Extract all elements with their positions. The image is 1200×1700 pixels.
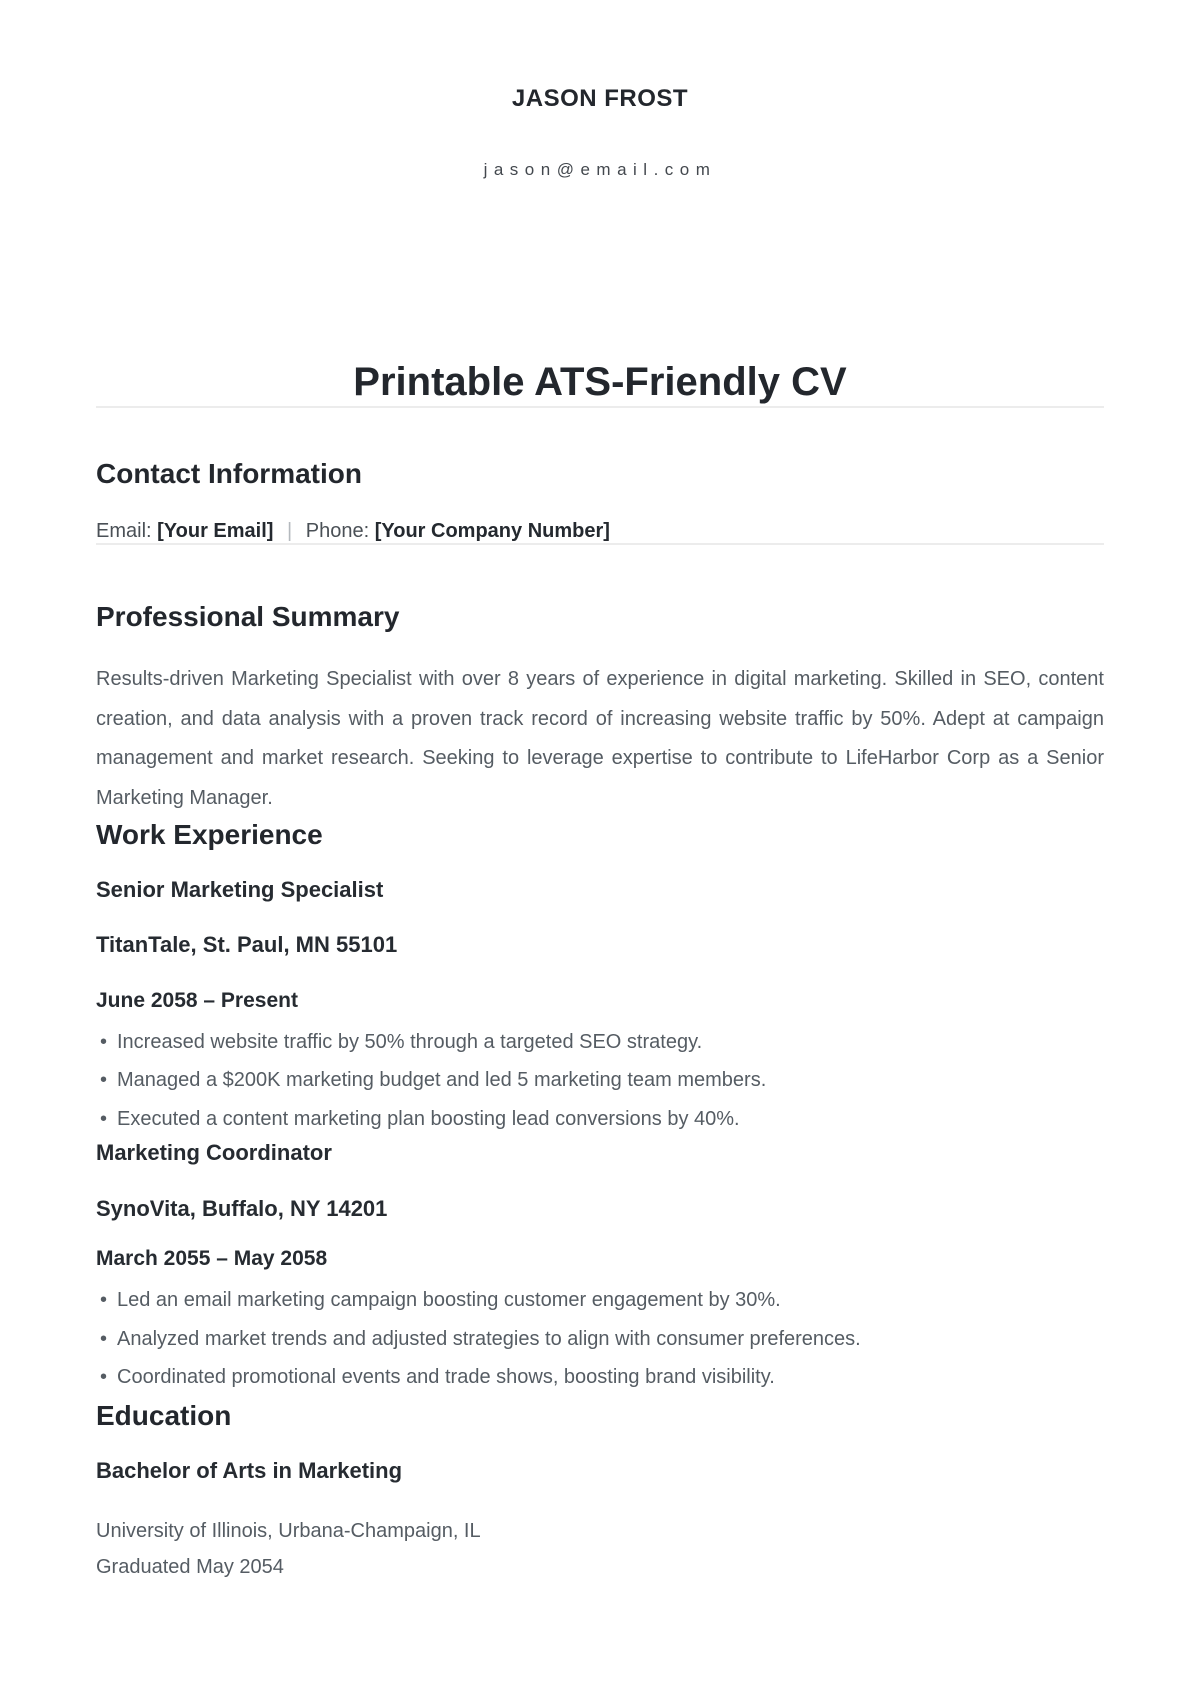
page-title: Printable ATS-Friendly CV	[353, 359, 847, 404]
email-label: Email:	[96, 519, 152, 542]
job-bullet: • Executed a content marketing plan boosting lead conversions by 40%.	[96, 1100, 1104, 1139]
contact-separator: |	[287, 519, 293, 542]
education-degree: Bachelor of Arts in Marketing	[96, 1458, 403, 1484]
education-school: University of Illinois, Urbana-Champaign, IL	[96, 1519, 481, 1542]
job-dates: March 2055 – May 2058	[96, 1246, 328, 1270]
job-dates: June 2058 – Present	[96, 988, 298, 1012]
contact-information-heading: Contact Information	[96, 457, 362, 489]
job-bullet: • Coordinated promotional events and trade shows, boosting brand visibility.	[96, 1358, 1104, 1397]
section-divider	[96, 406, 1104, 408]
email-placeholder-value: [Your Email]	[157, 519, 274, 542]
candidate-email: jason@email.com	[483, 160, 717, 180]
contact-line	[96, 519, 1104, 543]
job-bullet: • Led an email marketing campaign boosting customer engagement by 30%.	[96, 1281, 1104, 1320]
job-title: Marketing Coordinator	[96, 1140, 332, 1166]
section-divider	[96, 543, 1104, 545]
candidate-name: JASON FROST	[511, 85, 689, 112]
work-experience-heading: Work Experience	[96, 819, 323, 851]
job-bullet: • Increased website traffic by 50% through a targeted SEO strategy.	[96, 1023, 1104, 1062]
job-bullet: • Managed a $200K marketing budget and led 5 marketing team members.	[96, 1061, 1104, 1100]
job-company-location: TitanTale, St. Paul, MN 55101	[96, 932, 398, 958]
job-title: Senior Marketing Specialist	[96, 876, 384, 902]
education-heading: Education	[96, 1399, 232, 1431]
education-graduation-date: Graduated May 2054	[96, 1555, 284, 1578]
job-bullet: • Analyzed market trends and adjusted strategies to align with consumer preferences.	[96, 1320, 1104, 1359]
professional-summary-heading: Professional Summary	[96, 600, 400, 632]
job-company-location: SynoVita, Buffalo, NY 14201	[96, 1195, 388, 1221]
phone-label: Phone:	[305, 519, 370, 542]
job-bullet-list	[96, 1023, 1104, 1139]
phone-placeholder-value: [Your Company Number]	[374, 519, 610, 542]
professional-summary-text: Results-driven Marketing Specialist with over 8 years of experience in digital marketing. Skilled in SEO, content creation, and data analysis with a proven track record of increasing website traffic by 50%. Adept at campaign management and market research. Seeking to leverage expertise to contribute to LifeHarbor Corp as a Senior Marketing Manager.	[96, 668, 1104, 809]
job-bullet-list	[96, 1281, 1104, 1397]
